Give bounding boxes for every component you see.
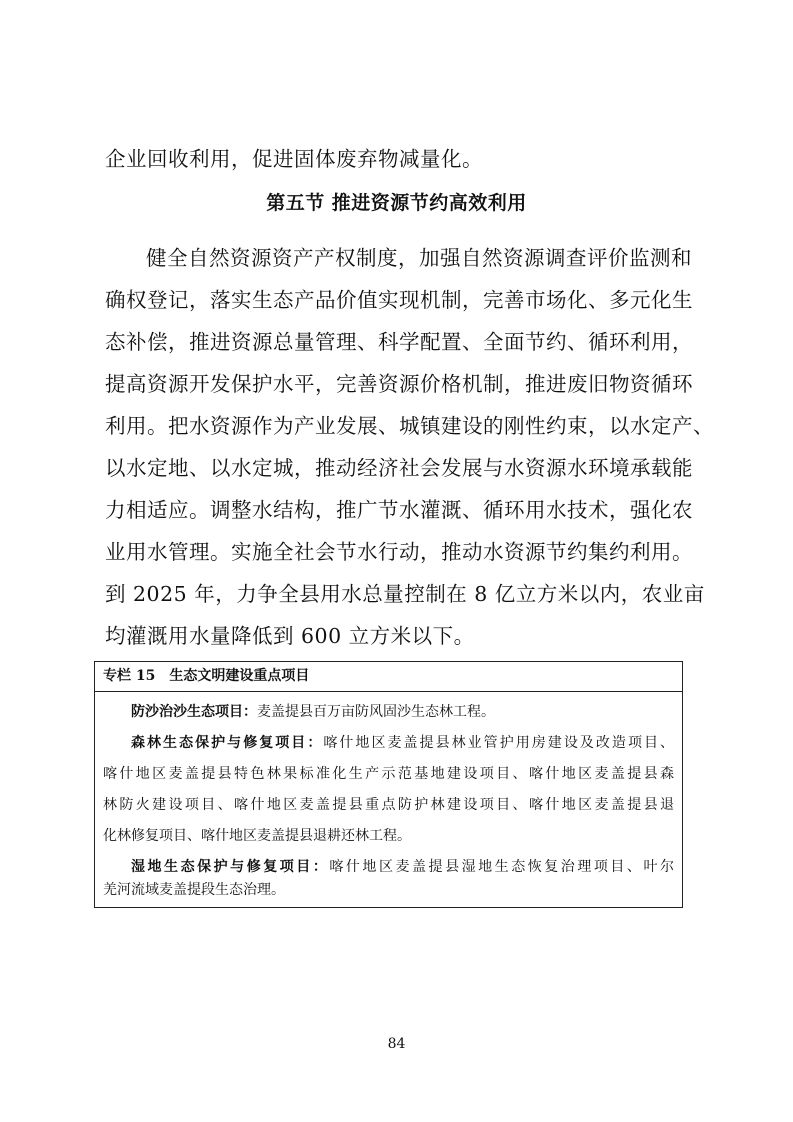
column-item-text: 喀什地区麦盖提县湿地生态恢复治理项目、叶尔 [329,859,674,875]
column-item-text: 羌河流域麦盖提段生态治理。 [103,882,285,898]
paragraph-line: 提高资源开发保护水平，完善资源价格机制，推进废旧物资循环 [105,372,693,396]
column-item-heading: 森林生态保护与修复项目： [131,735,324,751]
paragraph-line: 健全自然资源资产产权制度，加强自然资源调查评价监测和 [146,246,692,270]
column-box-title: 生态文明建设重点项目 [169,668,310,684]
paragraph-line: 态补偿，推进资源总量管理、科学配置、全面节约、循环利用， [105,330,693,354]
column-item-heading: 湿地生态保护与修复项目： [131,859,330,875]
paragraph-line: 利用。把水资源作为产业发展、城镇建设的刚性约束，以水定产、 [105,414,714,438]
intro-line: 企业回收利用，促进固体废弃物减量化。 [105,147,483,171]
paragraph-line: 以水定地、以水定城，推动经济社会发展与水资源水环境承载能 [105,456,693,480]
column-item-heading: 防沙治沙生态项目： [131,704,257,720]
paragraph-line: 确权登记，落实生态产品价值实现机制，完善市场化、多元化生 [105,288,693,312]
column-box-label: 专栏 15 [103,668,156,684]
section-title: 第五节 推进资源节约高效利用 [266,192,527,214]
column-item-text: 化林修复项目、喀什地区麦盖提县退耕还林工程。 [103,828,411,844]
paragraph-line: 力相适应。调整水结构，推广节水灌溉、循环用水技术，强化农 [105,498,693,522]
paragraph-line: 到 2025 年，力争全县用水总量控制在 8 亿立方米以内，农业亩 [105,582,705,606]
column-item-text: 喀什地区麦盖提县林业管护用房建设及改造项目、 [323,735,675,751]
column-item-forest [103,733,674,753]
column-item-desert [103,702,674,722]
column-box-header [95,662,682,692]
column-box [94,661,683,908]
page-number: 84 [387,1036,406,1052]
column-item-text: 林防火建设项目、喀什地区麦盖提县重点防护林建设项目、喀什地区麦盖提县退 [103,797,674,813]
paragraph-line: 业用水管理。实施全社会节水行动，推动水资源节约集约利用。 [105,540,693,564]
column-item-text: 麦盖提县百万亩防风固沙生态林工程。 [257,704,495,720]
column-item-text: 喀什地区麦盖提县特色林果标准化生产示范基地建设项目、喀什地区麦盖提县森 [103,766,674,782]
column-item-wetland [103,857,674,877]
paragraph-line: 均灌溉用水量降低到 600 立方米以下。 [105,624,475,648]
